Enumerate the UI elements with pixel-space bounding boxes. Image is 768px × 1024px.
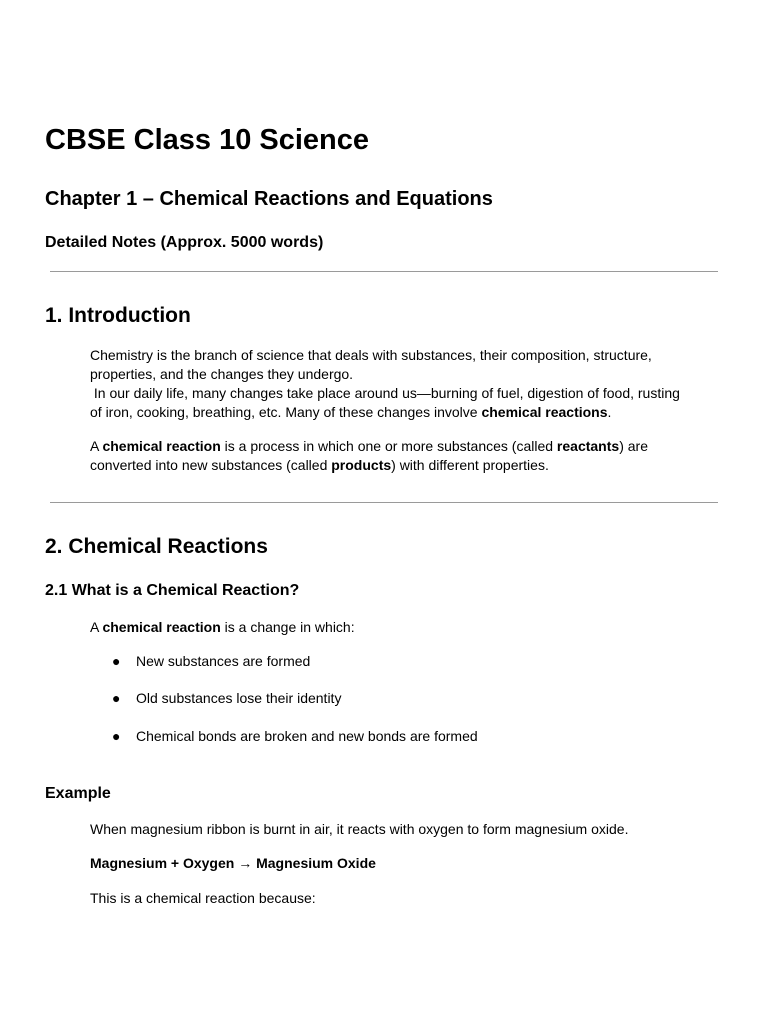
example-heading: Example: [45, 785, 111, 802]
notes-subtitle: Detailed Notes (Approx. 5000 words): [45, 234, 324, 251]
definition-paragraph: [90, 437, 690, 475]
subsection-heading: 2.1 What is a Chemical Reaction?: [45, 582, 300, 599]
text: A: [90, 438, 103, 454]
intro-line: In our daily life, many changes take place around us—burning of fuel, digestion of food, rusting: [90, 385, 680, 401]
bold-term: chemical reaction: [102, 438, 221, 454]
bold-term: chemical reactions: [481, 404, 608, 420]
divider: [50, 502, 718, 503]
word-equation: Magnesium + Oxygen → Magnesium Oxide: [90, 855, 376, 871]
bullet-icon: ●: [112, 728, 121, 744]
text: is a process in which one or more substances (called: [220, 438, 557, 454]
list-item-text: New substances are formed: [136, 653, 311, 669]
text: ) with different properties.: [391, 457, 549, 473]
intro-line: properties, and the changes they undergo.: [90, 366, 354, 382]
because-text: This is a chemical reaction because:: [90, 890, 316, 906]
divider: [50, 271, 718, 272]
definition-line: [90, 618, 690, 637]
intro-paragraph: [90, 346, 690, 422]
list-item: [112, 727, 672, 746]
section-heading-chemical-reactions: 2. Chemical Reactions: [45, 535, 268, 558]
list-item-text: Old substances lose their identity: [136, 690, 342, 706]
text: A: [90, 619, 103, 635]
document-title: CBSE Class 10 Science: [45, 124, 370, 156]
list-item-text: Chemical bonds are broken and new bonds are formed: [136, 728, 478, 744]
list-item: [112, 689, 672, 708]
chapter-title: Chapter 1 – Chemical Reactions and Equations: [45, 188, 493, 210]
text: is a change in which:: [220, 619, 355, 635]
intro-line: Chemistry is the branch of science that deals with substances, their composition, structure,: [90, 347, 652, 363]
text: ) are: [619, 438, 648, 454]
list-item: [112, 652, 672, 671]
example-text: When magnesium ribbon is burnt in air, it reacts with oxygen to form magnesium oxide.: [90, 821, 629, 837]
bullet-icon: ●: [112, 690, 121, 706]
intro-line: .: [607, 404, 612, 420]
bold-term: products: [331, 457, 392, 473]
bold-term: chemical reaction: [102, 619, 221, 635]
section-heading-introduction: 1. Introduction: [45, 304, 191, 327]
text: converted into new substances (called: [90, 457, 332, 473]
intro-line: of iron, cooking, breathing, etc. Many of these changes involve: [90, 404, 482, 420]
bullet-icon: ●: [112, 653, 121, 669]
bold-term: reactants: [556, 438, 620, 454]
